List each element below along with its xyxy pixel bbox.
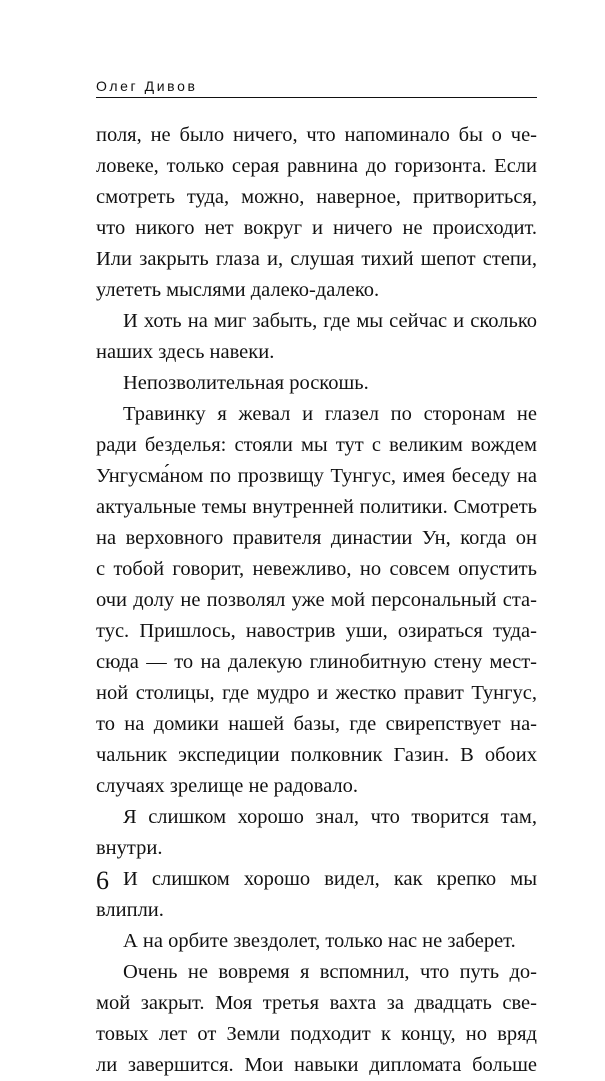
header-rule bbox=[96, 97, 537, 98]
text-line: Или закрыть глаза и, слушая тихий шепот степи, bbox=[96, 248, 537, 270]
text-line: актуальные темы внутренней политики. Смотреть bbox=[96, 496, 537, 518]
body-text bbox=[96, 120, 537, 1081]
text-line: улететь мыслями далеко-далеко. bbox=[96, 279, 380, 301]
text-line: Травинку я жевал и глазел по сторонам не bbox=[123, 403, 537, 425]
text-line: очи долу не позволял уже мой персональный ста- bbox=[96, 589, 537, 611]
text-line: сюда — то на далекую глинобитную стену мест- bbox=[96, 651, 537, 673]
text-line: Я слишком хорошо знал, что творится там, bbox=[123, 806, 537, 828]
text-line: ной столицы, где мудро и жестко правит Тунгус, bbox=[96, 682, 537, 704]
text-line: товых лет от Земли подходит к концу, но вряд bbox=[96, 1023, 537, 1045]
text-line: на верховного правителя династии Ун, когда он bbox=[96, 527, 537, 549]
text-line: поля, не было ничего, что напоминало бы о че- bbox=[96, 124, 537, 146]
text-line: что никого нет вокруг и ничего не происходит. bbox=[96, 217, 537, 239]
text-line: Унгусма́ном по прозвищу Тунгус, имея беседу на bbox=[96, 465, 537, 487]
running-header-author: Олег Дивов bbox=[96, 78, 198, 94]
text-line: ловеке, только серая равнина до горизонта. Если bbox=[96, 155, 537, 177]
text-line: ради безделья: стояли мы тут с великим вождем bbox=[96, 434, 537, 456]
text-line: Очень не вовремя я вспомнил, что путь до- bbox=[123, 961, 537, 983]
text-line: наших здесь навеки. bbox=[96, 341, 275, 363]
text-line: мой закрыт. Моя третья вахта за двадцать све- bbox=[96, 992, 537, 1014]
text-line: с тобой говорит, невежливо, но совсем опустить bbox=[96, 558, 537, 580]
text-line: чальник экспедиции полковник Газин. В обоих bbox=[96, 744, 537, 766]
text-line: то на домики нашей базы, где свирепствует на- bbox=[96, 713, 537, 735]
text-line: А на орбите звездолет, только нас не заберет. bbox=[123, 930, 516, 952]
text-line: смотреть туда, можно, наверное, притвориться, bbox=[96, 186, 537, 208]
text-line: ли завершится. Мои навыки дипломата больше bbox=[96, 1054, 537, 1076]
text-line: И слишком хорошо видел, как крепко мы bbox=[123, 868, 537, 890]
text-line: Непозволительная роскошь. bbox=[123, 372, 369, 394]
text-line: тус. Пришлось, навострив уши, озираться туда- bbox=[96, 620, 537, 642]
text-line: И хоть на миг забыть, где мы сейчас и сколько bbox=[123, 310, 537, 332]
text-line: случаях зрелище не радовало. bbox=[96, 775, 358, 797]
text-line: влипли. bbox=[96, 899, 164, 921]
page-number: 6 bbox=[96, 866, 109, 895]
text-line: внутри. bbox=[96, 837, 163, 859]
running-header bbox=[96, 78, 537, 98]
